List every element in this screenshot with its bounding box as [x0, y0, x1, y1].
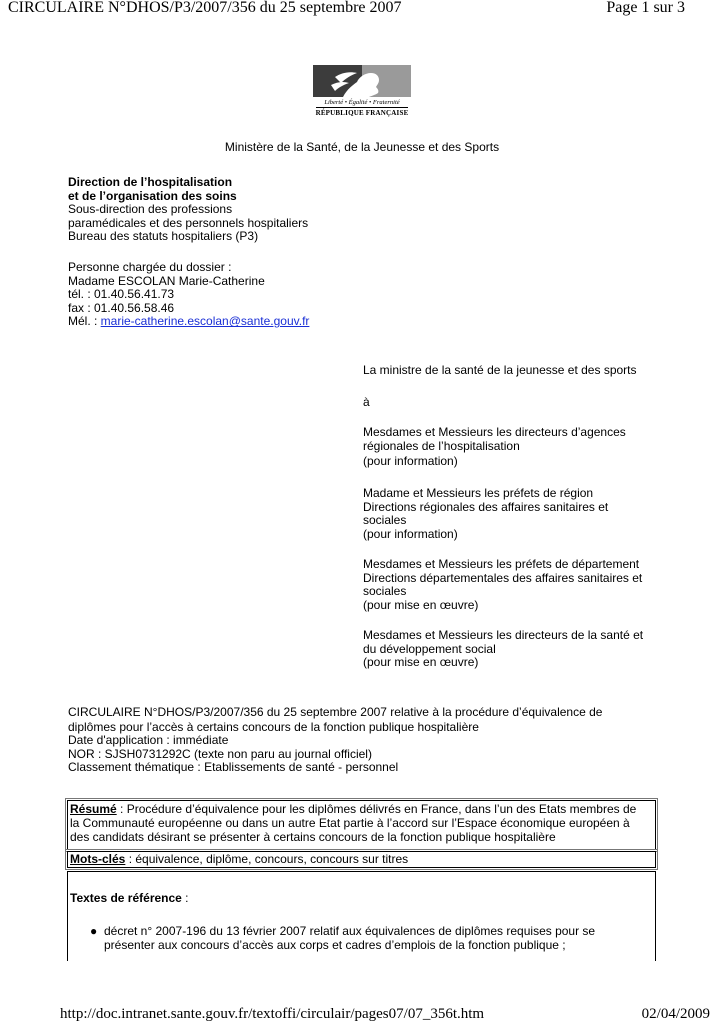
recipient-4-note: (pour mise en œuvre): [363, 655, 479, 670]
circular-title-line-1: CIRCULAIRE N°DHOS/P3/2007/356 du 25 septembre 2007 relative à la procédure d’équivalence de: [68, 705, 603, 719]
recipient-2-line-1: Madame et Messieurs les préfets de région: [363, 486, 594, 500]
reference-item-1-line-2: présenter aux concours d’accès aux corps et cadres d’emplois de la fonction publique ;: [104, 938, 566, 952]
references-box: [67, 871, 656, 961]
references-title: Textes de référence :: [70, 891, 189, 905]
recipient-to: à: [363, 395, 370, 409]
footer-date: 02/04/2009: [641, 1006, 710, 1022]
header-page-number: Page 1 sur 3: [606, 0, 685, 16]
recipient-1-note: (pour information): [363, 454, 458, 469]
summary-line-3: des candidats désirant se présenter à certains concours de la fonction publique hospitalière: [70, 829, 556, 844]
circular-date: Date d'application : immédiate: [68, 733, 229, 748]
contact-name: Madame ESCOLAN Marie-Catherine: [68, 273, 265, 288]
direction-line-1: Direction de l’hospitalisation: [68, 175, 233, 189]
direction-block: [68, 176, 308, 244]
recipient-group-1: [363, 426, 663, 469]
direction-line-2: et de l’organisation des soins: [68, 188, 237, 203]
recipient-1-line-1: Mesdames et Messieurs les directeurs d’agences: [363, 425, 626, 439]
circular-classification: Classement thématique : Etablissements de santé - personnel: [68, 760, 399, 774]
ministry-title: Ministère de la Santé, de la Jeunesse et des Sports: [224, 140, 500, 154]
summary-line-2: la Communauté européenne ou dans un autre Etat partie à l’accord sur l’Espace économique européen à: [70, 815, 630, 830]
circular-heading: [68, 705, 668, 774]
recipient-4-line-2: du développement social: [363, 641, 496, 656]
recipient-4-line-1: Mesdames et Messieurs les directeurs de la santé et: [363, 628, 644, 642]
direction-line-5: Bureau des statuts hospitaliers (P3): [68, 229, 259, 244]
summary-line-1: Résumé : Procédure d’équivalence pour les diplômes délivrés en France, dans l’un des Etats membres de: [70, 802, 637, 816]
contact-label: Personne chargée du dossier :: [68, 260, 232, 274]
recipient-3-note: (pour mise en œuvre): [363, 597, 479, 612]
bullet-icon: ●: [90, 924, 98, 938]
recipient-group-3: [363, 558, 663, 612]
contact-fax: fax : 01.40.56.58.46: [68, 300, 175, 315]
direction-line-4: paramédicales et des personnels hospitaliers: [68, 215, 309, 230]
recipient-1-line-2: régionales de l’hospitalisation: [363, 438, 520, 453]
summary-box: [67, 800, 656, 850]
recipient-3-line-1: Mesdames et Messieurs les préfets de département: [363, 557, 640, 571]
circular-nor: NOR : SJSH0731292C (texte non paru au journal officiel): [68, 746, 372, 761]
direction-line-3: Sous-direction des professions: [68, 202, 233, 217]
recipient-2-line-3: sociales: [363, 513, 407, 528]
keywords-text: : équivalence, diplôme, concours, concours sur titres: [125, 852, 409, 866]
recipient-group-4: [363, 629, 663, 670]
marianne-emblem-icon: [313, 65, 411, 97]
circular-title-line-2: diplômes pour l’accès à certains concours de la fonction publique hospitalière: [68, 719, 479, 734]
logo-republic-label: RÉPUBLIQUE FRANÇAISE: [315, 109, 409, 117]
keywords-box: [67, 851, 656, 868]
header-title: CIRCULAIRE N°DHOS/P3/2007/356 du 25 septembre 2007: [8, 0, 402, 16]
recipient-2-line-2: Directions régionales des affaires sanitaires et: [363, 499, 609, 514]
recipient-3-line-3: sociales: [363, 584, 407, 599]
footer-url: http://doc.intranet.sante.gouv.fr/textoffi/circulair/pages07/07_356t.htm: [60, 1006, 485, 1022]
recipient-3-line-2: Directions départementales des affaires sanitaires et: [363, 570, 643, 585]
recipient-group-2: [363, 487, 663, 541]
keywords-label: Mots-clés: [70, 852, 126, 866]
republique-francaise-logo: [313, 65, 411, 123]
summary-label: Résumé: [70, 802, 117, 816]
reference-item-1-line-1: décret n° 2007-196 du 13 février 2007 relatif aux équivalences de diplômes requises pour se: [104, 924, 596, 938]
contact-block: [68, 261, 309, 329]
recipient-from: La ministre de la santé de la jeunesse et des sports: [363, 363, 637, 377]
contact-mail-link[interactable]: marie-catherine.escolan@sante.gouv.fr: [100, 314, 310, 329]
recipient-2-note: (pour information): [363, 526, 458, 541]
contact-mail: Mél. : marie-catherine.escolan@sante.gouv.fr: [68, 314, 310, 329]
logo-motto: Liberté • Égalité • Fraternité: [324, 99, 400, 106]
contact-tel: tél. : 01.40.56.41.73: [68, 287, 175, 302]
